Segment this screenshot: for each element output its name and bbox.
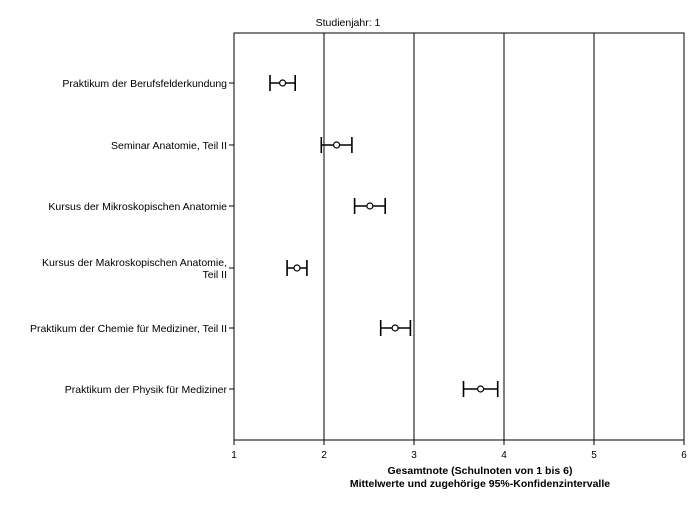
x-axis: [231, 440, 687, 461]
error-bar-5: [381, 320, 411, 336]
category-label-line: Praktikum der Chemie für Mediziner, Teil II: [29, 323, 227, 335]
category-label-line: Kursus der Mikroskopischen Anatomie: [48, 201, 227, 213]
error-bar-3: [355, 198, 386, 214]
category-label-line: Praktikum der Berufsfelderkundung: [62, 78, 227, 90]
category-label-line: Kursus der Makroskopischen Anatomie,: [41, 257, 227, 269]
x-tick-label-3: 3: [411, 450, 417, 461]
grid-lines: [324, 33, 594, 440]
category-label-6: [65, 384, 228, 396]
panel-title: Studienjahr: 1: [315, 17, 381, 29]
y-axis: [30, 78, 234, 396]
x-tick-label-1: 1: [231, 450, 237, 461]
plot-frame: [234, 33, 684, 440]
error-bar-1: [270, 75, 295, 91]
error-bar-6: [464, 381, 498, 397]
error-bar-2: [321, 137, 352, 153]
category-label-1: [62, 78, 227, 90]
category-label-line: Seminar Anatomie, Teil II: [111, 140, 227, 152]
x-tick-label-4: 4: [501, 450, 507, 461]
x-tick-label-5: 5: [591, 450, 597, 461]
mean-point: [334, 142, 340, 148]
mean-point: [392, 325, 398, 331]
mean-point: [367, 203, 373, 209]
mean-point: [478, 386, 484, 392]
error-bar-4: [287, 260, 307, 276]
category-label-line: Teil II: [202, 269, 227, 281]
category-label-4: [42, 257, 227, 281]
category-label-5: [30, 323, 227, 335]
x-axis-title: Gesamtnote (Schulnoten von 1 bis 6): [387, 465, 573, 477]
error-bar-series: [270, 75, 498, 397]
category-label-3: [48, 201, 227, 213]
mean-point: [280, 80, 286, 86]
x-tick-label-6: 6: [681, 450, 687, 461]
x-tick-label-2: 2: [321, 450, 327, 461]
mean-point: [294, 265, 300, 271]
category-label-2: [111, 140, 227, 152]
category-label-line: Praktikum der Physik für Mediziner: [64, 384, 227, 396]
x-axis-subtitle: Mittelwerte und zugehörige 95%-Konfidenzintervalle: [349, 478, 611, 490]
